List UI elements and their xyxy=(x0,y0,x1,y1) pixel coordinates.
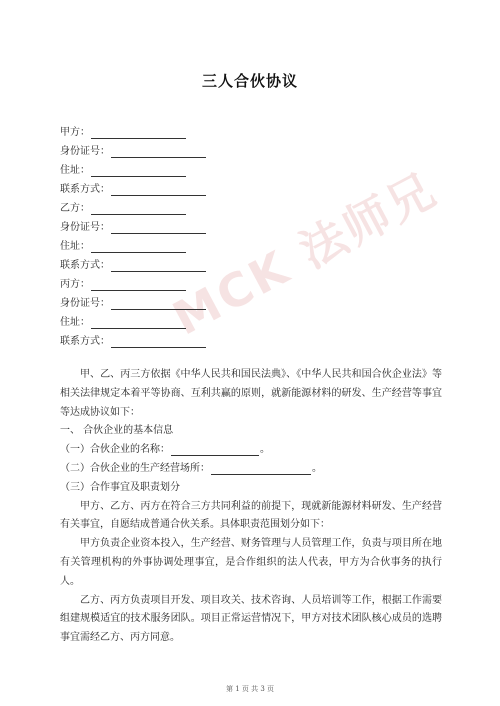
intro-paragraph: 甲、乙、丙三方依据《中华人民共和国民法典》、《中华人民共和国合伙企业法》等相关法律规定本着平等协商、互利共赢的原则，就新能源材料的研发、生产经营等事宜等达成协议如下： xyxy=(60,369,442,418)
blank-line xyxy=(211,464,311,475)
field-party-a-address xyxy=(60,158,360,177)
item-label: （一）合伙企业的名称： xyxy=(60,444,170,456)
party-info-fields xyxy=(60,120,360,348)
field-label: 住址： xyxy=(60,241,90,252)
agreement-body xyxy=(60,366,442,648)
party-bc-duties-paragraph: 乙方、丙方负责项目开发、项目攻关、技术咨询、人员培训等工作，根据工作需要组建规模适宜的技术服务团队。项目正常运营情况下，甲方对技术团队核心成员的选聘事宜需经乙方、丙方同意。 xyxy=(60,594,442,644)
field-party-c xyxy=(60,272,360,291)
blank-line xyxy=(91,319,186,329)
field-party-a-id xyxy=(60,139,360,158)
field-party-b-contact xyxy=(60,253,360,272)
blank-line xyxy=(111,300,206,310)
field-party-c-contact xyxy=(60,329,360,348)
field-party-c-id xyxy=(60,291,360,310)
field-party-c-address xyxy=(60,310,360,329)
field-party-a-contact xyxy=(60,177,360,196)
field-party-b-id xyxy=(60,215,360,234)
field-label: 身份证号： xyxy=(60,222,110,233)
field-party-a xyxy=(60,120,360,139)
watermark: MCK 法师兄 xyxy=(164,161,446,346)
field-label: 住址： xyxy=(60,165,90,176)
field-label: 身份证号： xyxy=(60,298,110,309)
item-end: 。 xyxy=(312,462,322,474)
item-cooperation-heading: （三）合作事宜及职责划分 xyxy=(60,481,180,493)
blank-line xyxy=(111,262,206,272)
item-company-name xyxy=(60,441,442,460)
item-business-premises xyxy=(60,460,442,479)
item-end: 。 xyxy=(260,444,270,456)
page-number: 第 1 页 共 3 页 xyxy=(225,685,275,693)
document-title: 三人合伙协议 xyxy=(201,72,298,90)
blank-line xyxy=(111,224,206,234)
blank-line xyxy=(91,205,186,215)
field-label: 甲方： xyxy=(60,127,90,138)
blank-line xyxy=(91,167,186,177)
field-label: 住址： xyxy=(60,317,90,328)
field-label: 乙方： xyxy=(60,203,90,214)
cooperation-paragraph: 甲方、乙方、丙方在符合三方共同利益的前提下，现就新能源材料研发、生产经营有关事宜，自愿结成普通合伙关系。具体职责范围划分如下： xyxy=(60,500,442,531)
blank-line xyxy=(91,281,186,291)
blank-line xyxy=(111,186,206,196)
blank-line xyxy=(111,338,206,348)
field-label: 联系方式： xyxy=(60,336,110,347)
field-label: 丙方： xyxy=(60,279,90,290)
field-label: 联系方式： xyxy=(60,260,110,271)
blank-line xyxy=(91,129,186,139)
item-label: （二）合伙企业的生产经营场所： xyxy=(60,462,210,474)
blank-line xyxy=(171,445,259,456)
blank-line xyxy=(91,243,186,253)
field-label: 联系方式： xyxy=(60,184,110,195)
party-a-duties-paragraph: 甲方负责企业资本投入，生产经营、财务管理与人员管理工作，负责与项目所在地有关管理机构的外事协调处理事宜，是合作组织的法人代表，甲方为合伙事务的执行人。 xyxy=(60,538,442,587)
section-heading: 一、 合伙企业的基本信息 xyxy=(60,425,174,437)
field-party-b xyxy=(60,196,360,215)
field-party-b-address xyxy=(60,234,360,253)
field-label: 身份证号： xyxy=(60,146,110,157)
blank-line xyxy=(111,148,206,158)
